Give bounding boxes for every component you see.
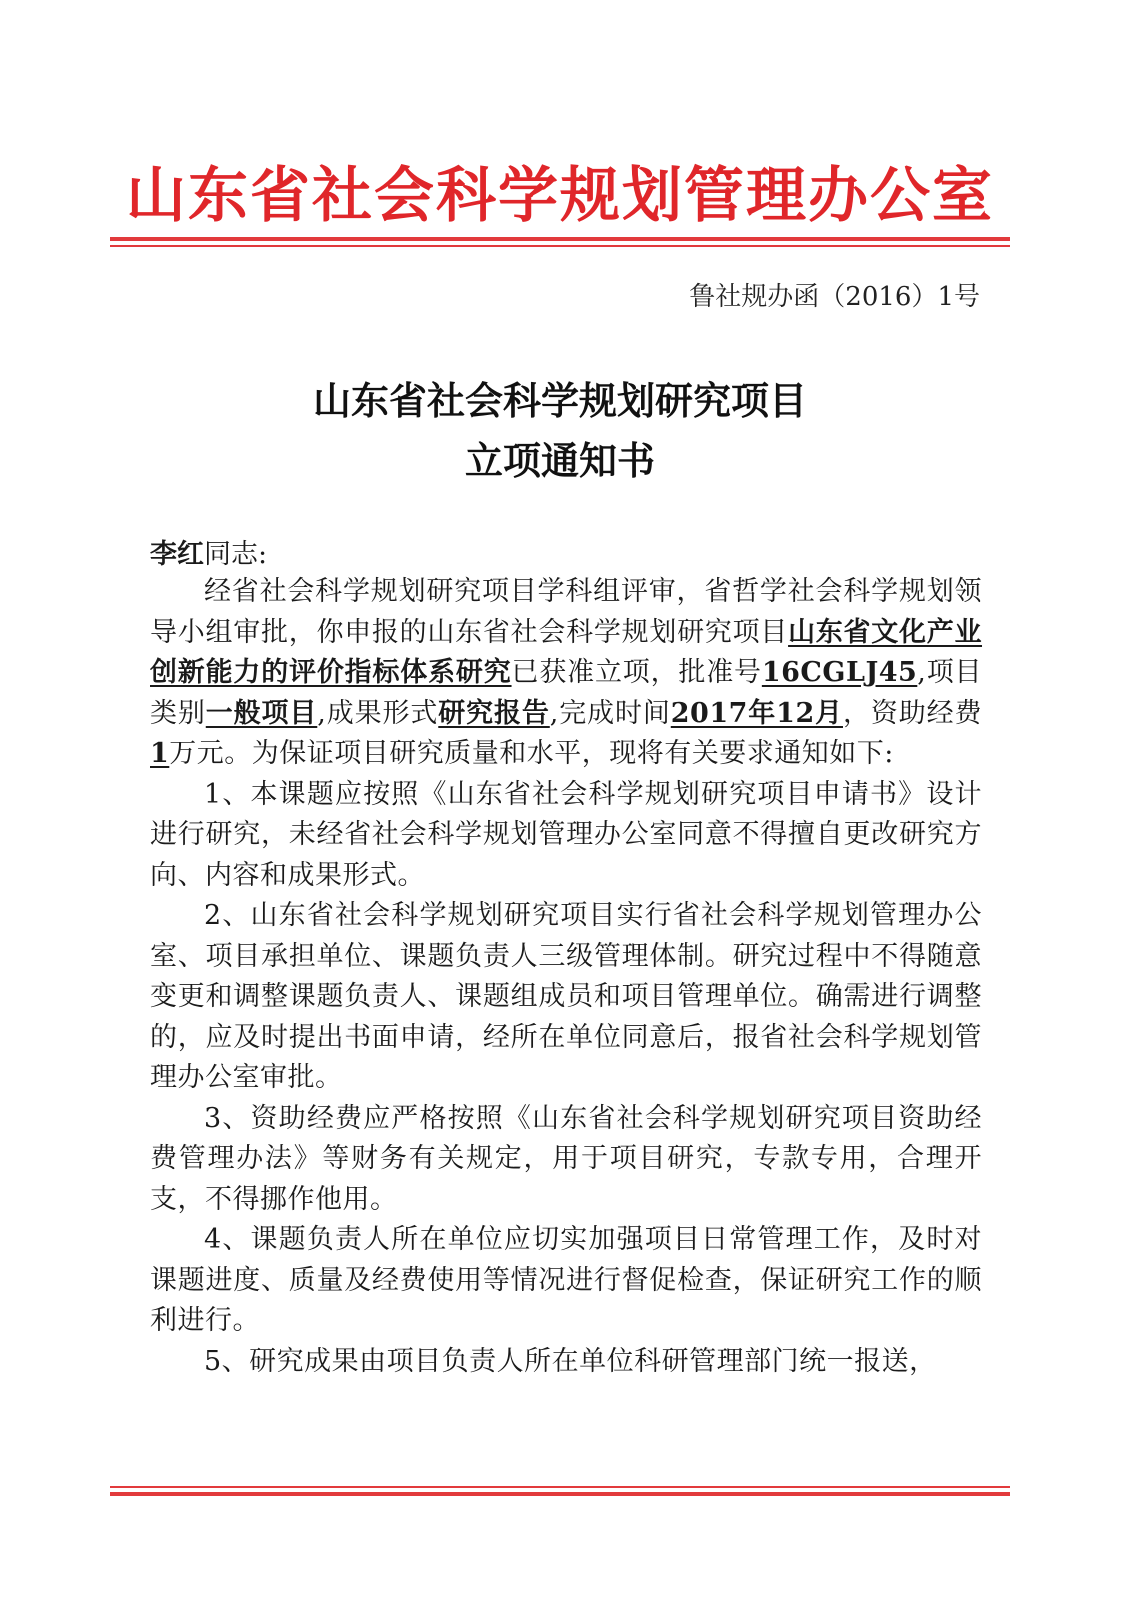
intro-text-3: ,项目类别 (150, 657, 983, 729)
salutation (150, 532, 267, 571)
intro-text-6: ，资助经费 (843, 697, 983, 729)
requirement-item: 1、本课题应按照《山东省社会科学规划研究项目申请书》设计进行研究，未经省社会科学规划管理办公室同意不得擅自更改研究方向、内容和成果形式。 (150, 778, 982, 891)
intro-text-1: 经省社会科学规划研究项目学科组评审，省哲学社会科学规划领导小组审批，你申报的山东省社会科学规划研究项目 (150, 576, 982, 648)
letter-body (150, 572, 982, 1382)
org-letterhead-title: 山东省社会科学规划管理办公室 (126, 161, 994, 231)
completion-time: 2017年12月 (670, 697, 843, 729)
funding-amount: 1 (150, 738, 170, 769)
intro-paragraph (150, 572, 982, 775)
intro-text-2: 已获准立项，批准号 (511, 657, 762, 688)
intro-text-4: ,成果形式 (317, 697, 439, 729)
recipient-name: 李红 (150, 539, 204, 570)
intro-text-7: 万元。为保证项目研究质量和水平，现将有关要求通知如下: (169, 738, 894, 769)
document-title-line-2: 立项通知书 (464, 439, 655, 483)
result-form: 研究报告 (438, 697, 550, 729)
letterhead-rule-thick (110, 237, 1010, 241)
salutation-suffix: 同志: (204, 539, 268, 570)
document-number: 鲁社规办函（2016）1号 (689, 282, 980, 312)
requirement-item: 5、研究成果由项目负责人所在单位科研管理部门统一报送， (204, 1345, 937, 1377)
requirement-item: 4、课题负责人所在单位应切实加强项目日常管理工作，及时对课题进度、质量及经费使用等情况进行督促检查，保证研究工作的顺利进行。 (150, 1224, 982, 1336)
footer-rule-thin (110, 1486, 1010, 1488)
intro-text-5: ,完成时间 (549, 697, 671, 729)
project-name: 山东省文化产业创新能力的评价指标体系研究 (150, 616, 983, 688)
requirement-item: 2、山东省社会科学规划研究项目实行省社会科学规划管理办公室、项目承担单位、课题负责人三级管理体制。研究过程中不得随意变更和调整课题负责人、课题组成员和项目管理单位。确需进行调整的，应及时提出书面申请，经所在单位同意后，报省社会科学规划管理办公室审批。 (150, 900, 982, 1093)
project-category: 一般项目 (205, 697, 318, 729)
letterhead-rule-thin (110, 245, 1010, 247)
document-title-line-1: 山东省社会科学规划研究项目 (312, 379, 807, 423)
approval-number: 16CGLJ45 (761, 657, 918, 688)
footer-rule-thick (110, 1492, 1010, 1496)
requirement-item: 3、资助经费应严格按照《山东省社会科学规划研究项目资助经费管理办法》等财务有关规定，用于项目研究，专款专用，合理开支，不得挪作他用。 (150, 1102, 982, 1215)
